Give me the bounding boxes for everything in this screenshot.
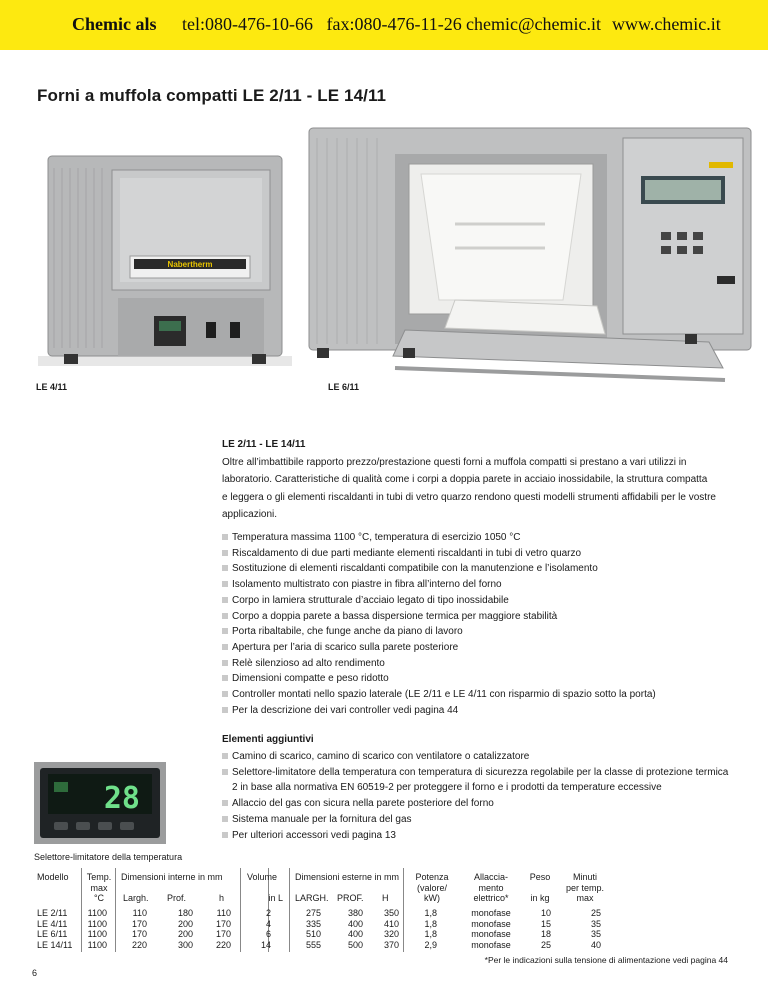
specification-table <box>35 868 735 952</box>
table-cell-peso: 18 <box>540 929 551 939</box>
table-cell-minuti: 25 <box>590 908 601 918</box>
caption-le-6-11: LE 6/11 <box>328 382 360 392</box>
table-cell-h: 170 <box>215 918 231 929</box>
intro-heading: LE 2/11 - LE 14/11 <box>222 439 306 450</box>
table-cell-h: 220 <box>215 939 231 950</box>
display-caption: Selettore-limitatore della temperatura <box>34 852 183 862</box>
table-cell-potenza: 1,8 <box>424 929 437 939</box>
table-cell-h-ext: 410 <box>383 918 399 929</box>
table-cell-prof: 200 <box>177 929 193 939</box>
table-cell-volume: 4 <box>265 918 271 929</box>
table-cell-modello: LE 14/11 <box>37 939 73 950</box>
table-cell-largh: 170 <box>131 918 147 929</box>
intro-line: e leggera o gli elementi riscaldanti in tubi di vetro quarzo rendono questi modelli strumenti affidabili per le vostre <box>222 491 716 503</box>
table-cell-minuti: 35 <box>590 929 601 939</box>
extras-item: Selettore-limitatore della temperatura con temperatura di sicurezza regolabile per la classe di protezione termica <box>222 765 752 781</box>
col-header-temp: Temp. max °C <box>86 872 112 903</box>
table-cell-prof-ext: 400 <box>347 929 363 939</box>
col-header-h: h <box>219 893 225 903</box>
feature-item: Temperatura massima 1100 °C, temperatura di esercizio 1050 °C <box>222 530 752 546</box>
table-cell-h-ext: 370 <box>383 939 399 950</box>
table-cell-prof-ext: 400 <box>347 918 363 929</box>
header-banner <box>0 0 768 50</box>
feature-item: Isolamento multistrato con piastre in fibra all’interno del forno <box>222 577 752 593</box>
table-cell-prof: 300 <box>177 939 193 950</box>
table-cell-minuti: 40 <box>590 939 601 950</box>
table-cell-allacciamento: monofase <box>471 918 511 929</box>
feature-item: Porta ribaltabile, che funge anche da piano di lavoro <box>222 624 752 640</box>
table-cell-modello: LE 2/11 <box>37 908 68 918</box>
table-cell-prof: 180 <box>177 908 193 918</box>
feature-item: Corpo in lamiera strutturale d’acciaio legato di tipo inossidabile <box>222 593 752 609</box>
table-cell-prof: 200 <box>177 918 193 929</box>
table-cell-potenza: 1,8 <box>424 908 437 918</box>
company-name: Chemic als <box>72 14 157 34</box>
caption-le-4-11: LE 4/11 <box>36 382 68 392</box>
table-cell-temp: 1100 <box>87 929 107 939</box>
col-header-dim-int: Dimensioni interne in mm <box>121 872 223 882</box>
table-cell-largh-ext: 555 <box>305 939 321 950</box>
table-cell-minuti: 35 <box>590 918 601 929</box>
col-header-in-kg: in kg <box>530 893 550 903</box>
table-cell-largh: 220 <box>131 939 147 950</box>
website-link[interactable]: www.chemic.it <box>612 14 721 34</box>
intro-section <box>222 436 742 524</box>
furnace-photo-le-4-11 <box>34 148 296 376</box>
feature-item: Riscaldamento di due parti mediante elementi riscaldanti in tubi di vetro quarzo <box>222 546 752 562</box>
table-cell-h: 110 <box>216 908 231 918</box>
intro-line: Oltre all’imbattibile rapporto prezzo/prestazione questi forni a muffola compatti si prestano a vari utilizzi in <box>222 456 687 468</box>
col-header-allacciamento: Allaccia- mento elettrico* <box>473 872 509 903</box>
table-cell-peso: 15 <box>540 918 551 929</box>
col-header-potenza: Potenza (valore/ kW) <box>415 872 449 903</box>
table-cell-potenza: 1,8 <box>424 918 437 929</box>
col-header-largh-ext: LARGH. <box>295 893 329 903</box>
table-cell-volume: 2 <box>265 908 271 918</box>
col-header-largh: Largh. <box>123 893 149 903</box>
extras-item: Allaccio del gas con sicura nella parete posteriore del forno <box>222 796 752 812</box>
feature-item: Dimensioni compatte e peso ridotto <box>222 671 752 687</box>
feature-list <box>222 530 752 718</box>
col-header-minuti: Minuti per temp. max <box>565 872 605 903</box>
phone-fax: tel:080-476-10-66 fax:080-476-11-26 <box>182 14 462 34</box>
table-cell-temp: 1100 <box>87 939 107 950</box>
page-title: Forni a muffola compatti LE 2/11 - LE 14/11 <box>37 86 387 105</box>
feature-item: Per la descrizione dei vari controller vedi pagina 44 <box>222 703 752 719</box>
temperature-limiter-photo <box>34 762 166 844</box>
col-header-modello: Modello <box>37 872 69 882</box>
extras-item: Sistema manuale per la fornitura del gas <box>222 812 752 828</box>
display-reading: 28 <box>103 781 140 816</box>
col-header-h-ext: H <box>382 893 389 903</box>
feature-item: Controller montati nello spazio laterale (LE 2/11 e LE 4/11 con risparmio di spazio sotto la porta) <box>222 687 752 703</box>
table-cell-h: 170 <box>215 929 231 939</box>
table-cell-volume: 14 <box>260 939 271 950</box>
table-cell-h-ext: 350 <box>383 908 399 918</box>
extras-heading: Elementi aggiuntivi <box>222 734 314 745</box>
col-header-prof-ext: PROF. <box>337 893 364 903</box>
feature-item: Corpo a doppia parete a bassa dispersione termica per maggiore stabilità <box>222 609 752 625</box>
table-cell-peso: 10 <box>540 908 551 918</box>
table-cell-modello: LE 6/11 <box>37 929 68 939</box>
col-header-dim-ext: Dimensioni esterne in mm <box>295 872 400 882</box>
page-number: 6 <box>32 968 38 978</box>
table-footnote: *Per le indicazioni sulla tensione di alimentazione vedi pagina 44 <box>484 955 728 965</box>
table-cell-potenza: 2,9 <box>424 939 437 950</box>
extras-item-continuation: 2 in base alla normativa EN 60519-2 per proteggere il forno e i prodotti da temperature eccessive <box>232 782 662 794</box>
table-cell-peso: 25 <box>540 939 551 950</box>
table-cell-allacciamento: monofase <box>471 908 511 918</box>
nabertherm-logo: Nabertherm <box>167 260 213 269</box>
col-header-volume: Volume <box>247 872 278 882</box>
table-cell-allacciamento: monofase <box>471 929 511 939</box>
intro-line: applicazioni. <box>222 509 278 521</box>
extras-item: Per ulteriori accessori vedi pagina 13 <box>222 828 752 844</box>
table-cell-temp: 1100 <box>87 908 107 918</box>
col-header-in-l: in L <box>268 893 283 903</box>
table-cell-largh: 170 <box>131 929 147 939</box>
extras-list <box>222 749 752 843</box>
table-cell-allacciamento: monofase <box>471 939 511 950</box>
feature-item: Sostituzione di elementi riscaldanti compatibile con la manutenzione e l’isolamento <box>222 561 752 577</box>
intro-line: laboratorio. Caratteristiche di qualità come i corpi a doppia parete in acciaio inossidabile, la struttura compatta <box>222 474 708 486</box>
feature-item: Apertura per l’aria di scarico sulla parete posteriore <box>222 640 752 656</box>
table-cell-largh-ext: 275 <box>305 908 321 918</box>
table-cell-volume: 6 <box>265 929 271 939</box>
email-link[interactable]: chemic@chemic.it <box>466 14 602 34</box>
table-cell-prof-ext: 500 <box>347 939 363 950</box>
table-cell-h-ext: 320 <box>383 929 399 939</box>
table-cell-largh: 110 <box>132 908 147 918</box>
table-cell-largh-ext: 335 <box>305 918 321 929</box>
furnace-photo-le-6-11 <box>305 124 755 392</box>
col-header-prof: Prof. <box>167 893 187 903</box>
extras-item: Camino di scarico, camino di scarico con ventilatore o catalizzatore <box>222 749 752 765</box>
col-header-peso: Peso <box>529 872 551 882</box>
table-cell-modello: LE 4/11 <box>37 918 68 929</box>
table-cell-temp: 1100 <box>87 918 107 929</box>
table-cell-prof-ext: 380 <box>347 908 363 918</box>
table-cell-largh-ext: 510 <box>305 929 321 939</box>
feature-item: Relè silenzioso ad alto rendimento <box>222 656 752 672</box>
